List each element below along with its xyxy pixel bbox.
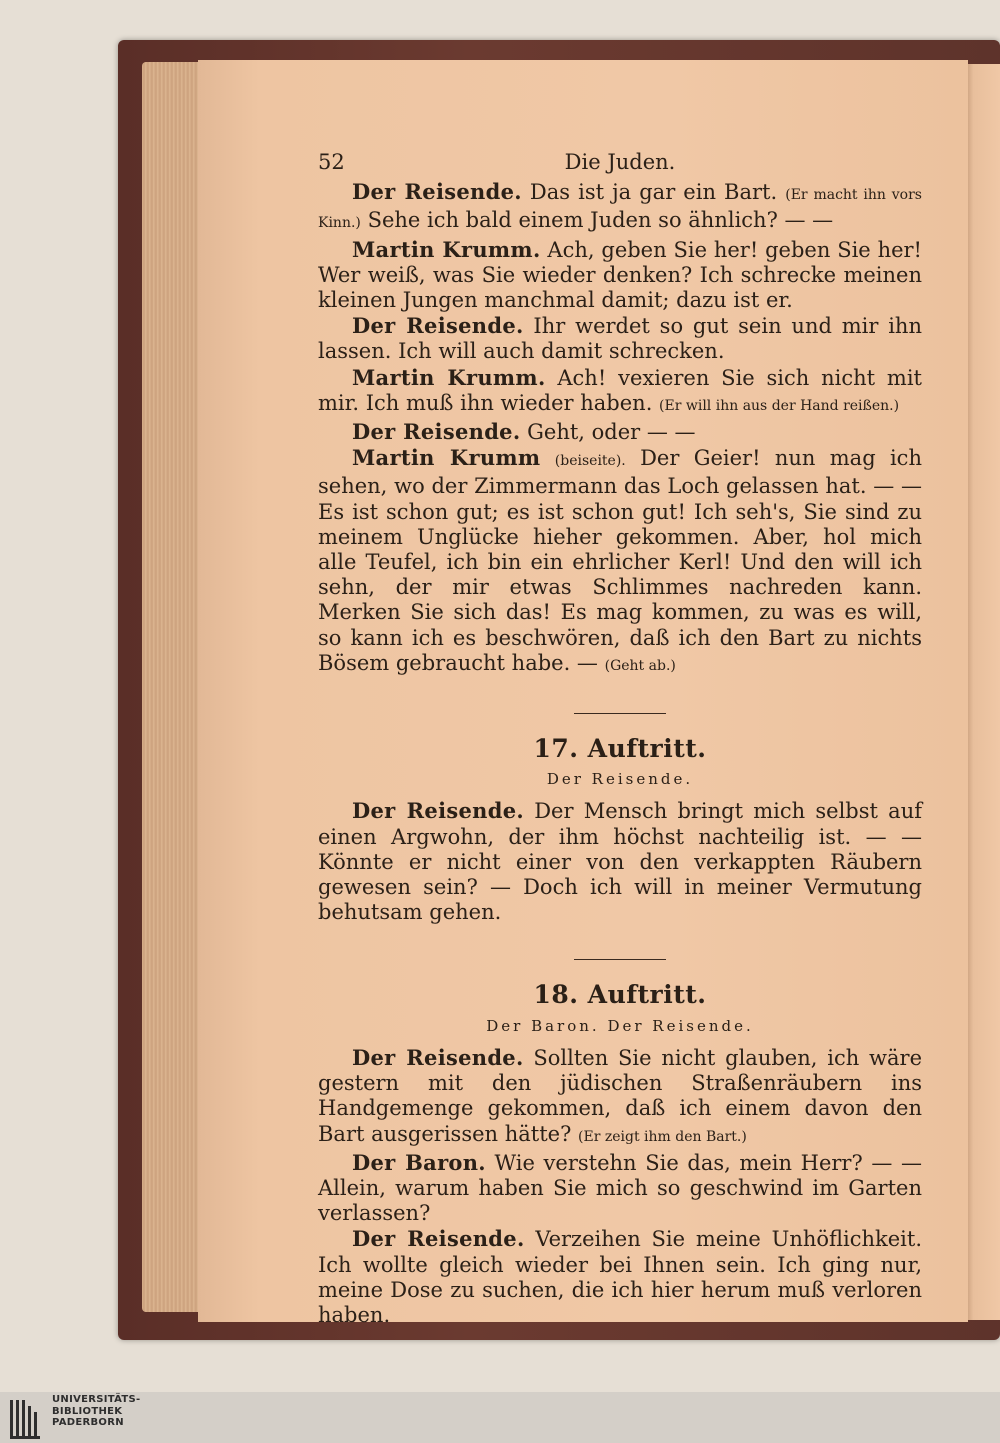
- spoken-text: Sollten Sie nicht glauben, ich wäre gestern mit den jüdischen Straßenräubern ins Handgemenge gekommen, daß ich einem davon den Bart ausgerissen hätte?: [318, 1045, 922, 1146]
- dialogue-paragraph: [318, 365, 922, 419]
- dialogue-block: [318, 1045, 922, 1328]
- running-title: Die Juden.: [564, 150, 676, 174]
- speaker-name: Der Reisende.: [352, 313, 524, 339]
- spoken-text: Das ist ja gar ein Bart.: [521, 180, 786, 205]
- scene-cast: Der Reisende.: [546, 770, 694, 789]
- logo-line: PADERBORN: [52, 1417, 124, 1428]
- scene-heading: 17. Auftritt.: [533, 734, 707, 764]
- dialogue-paragraph: [318, 313, 922, 364]
- speaker-name: Martin Krumm: [352, 445, 541, 471]
- page-text: [318, 150, 922, 1328]
- speaker-name: Martin Krumm.: [352, 364, 546, 390]
- dialogue-block: [318, 798, 922, 925]
- dialogue-paragraph: [318, 1045, 922, 1150]
- spoken-text: Wie verstehn Sie das, mein Herr? — — Allein, warum haben Sie mich so geschwind im Garten verlassen?: [318, 1150, 923, 1226]
- speaker-name: Der Reisende.: [352, 419, 521, 445]
- stage-direction: (beiseite).: [554, 453, 626, 470]
- speaker-name: Der Baron.: [352, 1149, 486, 1175]
- library-logo-icon: [8, 1396, 44, 1440]
- spoken-text: Ach! vexieren Sie sich nicht mit mir. Ich muß ihn wieder haben.: [318, 365, 922, 415]
- speaker-name: Der Reisende.: [352, 1226, 525, 1252]
- spoken-text: Ach, geben Sie her! geben Sie her! Wer weiß, was Sie wieder denken? Ich schrecke meinen kleinen Jungen manchmal damit; dazu ist er.: [318, 237, 922, 313]
- speaker-name: Der Reisende.: [352, 798, 524, 824]
- scene-heading: 18. Auftritt.: [533, 980, 707, 1010]
- library-logo-text: [52, 1394, 192, 1429]
- stage-direction: (Er zeigt ihm den Bart.): [578, 1128, 747, 1145]
- spoken-text: Der Geier! nun mag ich sehen, wo der Zimmermann das Loch gelassen hat. — — Es ist schon gut; es ist schon gut! Ich seh's, Sie sind zu meinem Unglücke hieher gekommen. Aber, hol mich alle Teufel, ich bin ein ehrlicher Kerl! Und den will ich sehn, der mir etwas Schlimmes nachreden kann. Merken Sie sich das! Es mag kommen, zu was es will, so kann ich es beschwören, daß ich den Bart zu nichts Bösem gebraucht habe. —: [318, 446, 922, 675]
- spoken-text: [540, 446, 554, 470]
- dialogue-paragraph: [318, 798, 922, 925]
- dialogue-paragraph: [318, 419, 922, 445]
- dialogue-block: [318, 179, 922, 679]
- spoken-text: Ihr werdet so gut sein und mir ihn lassen. Ich will auch damit schrecken.: [318, 314, 922, 364]
- spoken-text: Verzeihen Sie meine Unhöflichkeit. Ich wollte gleich wieder bei Ihnen sein. Ich ging nur, meine Dose zu suchen, die ich hier herum muß verloren haben.: [318, 1227, 923, 1327]
- spoken-text: Geht, oder — —: [520, 420, 696, 445]
- dialogue-paragraph: [318, 1226, 922, 1328]
- page-edges: [142, 62, 202, 1312]
- spoken-text: Sehe ich bald einem Juden so ähnlich? — —: [360, 208, 834, 233]
- speaker-name: Martin Krumm.: [352, 236, 541, 262]
- page-number: 52: [318, 150, 345, 174]
- stage-direction: (Er will ihn aus der Hand reißen.): [659, 397, 900, 414]
- spoken-text: Der Mensch bringt mich selbst auf einen Argwohn, der ihm höchst nachteilig ist. — — Könnte er nicht einer von den verkappten Räubern gewesen sein? — Doch ich will in meiner Vermutung behutsam gehen.: [318, 799, 922, 925]
- speaker-name: Der Reisende.: [352, 179, 522, 205]
- stage-direction: (Er macht ihn vors Kinn.): [318, 187, 922, 232]
- scene-cast: Der Baron. Der Reisende.: [486, 1016, 754, 1035]
- dialogue-paragraph: [318, 179, 922, 236]
- page-header: [318, 150, 922, 175]
- dialogue-paragraph: [318, 445, 922, 679]
- stage-direction: (Geht ab.): [604, 657, 676, 674]
- logo-line: BIBLIOTHEK: [52, 1405, 123, 1417]
- section-divider: [574, 959, 666, 960]
- speaker-name: Der Reisende.: [352, 1044, 524, 1070]
- dialogue-paragraph: [318, 237, 922, 314]
- dialogue-paragraph: [318, 1150, 922, 1227]
- logo-line: UNIVERSITÄTS-: [52, 1394, 141, 1405]
- section-divider: [574, 713, 666, 714]
